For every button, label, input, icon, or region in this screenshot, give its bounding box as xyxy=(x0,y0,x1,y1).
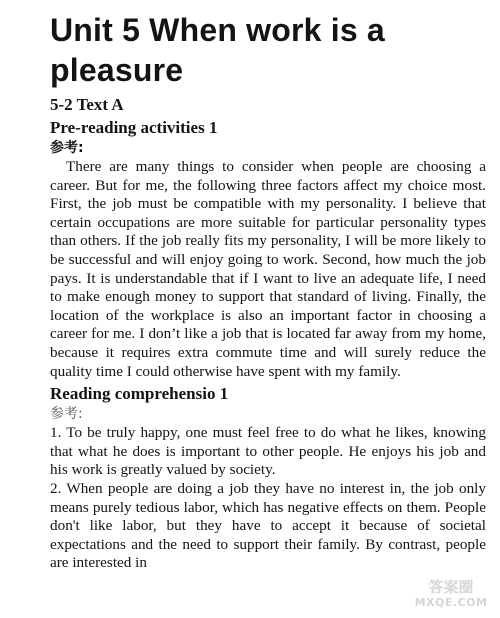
reference-label: 参考: xyxy=(50,140,84,156)
unit-title: Unit 5 When work is a pleasure xyxy=(50,12,385,88)
watermark-url: MXQE.COM xyxy=(414,596,488,609)
pre-reading-answer: There are many things to consider when people are choosing a career. But for me, the following three factors affect my choice most. First, the job must be compatible with my personality. I believe that certain occupations are more suitable for particular personality types than others. If the job really fits my personality, I will be more likely to be successful and will enjoy going to work. Second, how much the job pays. It is understandable that if I want to live an adequate life, I need to make enough money to support that standard of living. Finally, the location of the workplace is also an important factor in choosing a career for me. I don’t like a job that is located far away from my home, because it requires extra commute time and will surely reduce the quality time I could otherwise have spent with my family. xyxy=(50,158,486,380)
reading-comprehension-heading: Reading comprehensio 1 xyxy=(50,384,229,404)
watermark-logo-text: 答案圈 xyxy=(428,578,474,596)
reading-answer-1: 1. To be truly happy, one must feel free to do what he likes, knowing that what he does is important to other people. He enjoys his job and his work is greatly valued by society. xyxy=(50,424,486,479)
site-watermark xyxy=(408,578,494,614)
pre-reading-heading: Pre-reading activities 1 xyxy=(50,118,218,137)
reference-label: 参考: xyxy=(50,406,83,423)
reading-answer-2: 2. When people are doing a job they have no interest in, the job only means purely tedious labor, which has negative effects on them. People don't like labor, but they have to accept it because of societal expectations and the need to support their family. By contrast, people are interested in xyxy=(50,479,486,572)
section-text-a-heading: 5-2 Text A xyxy=(50,95,124,114)
